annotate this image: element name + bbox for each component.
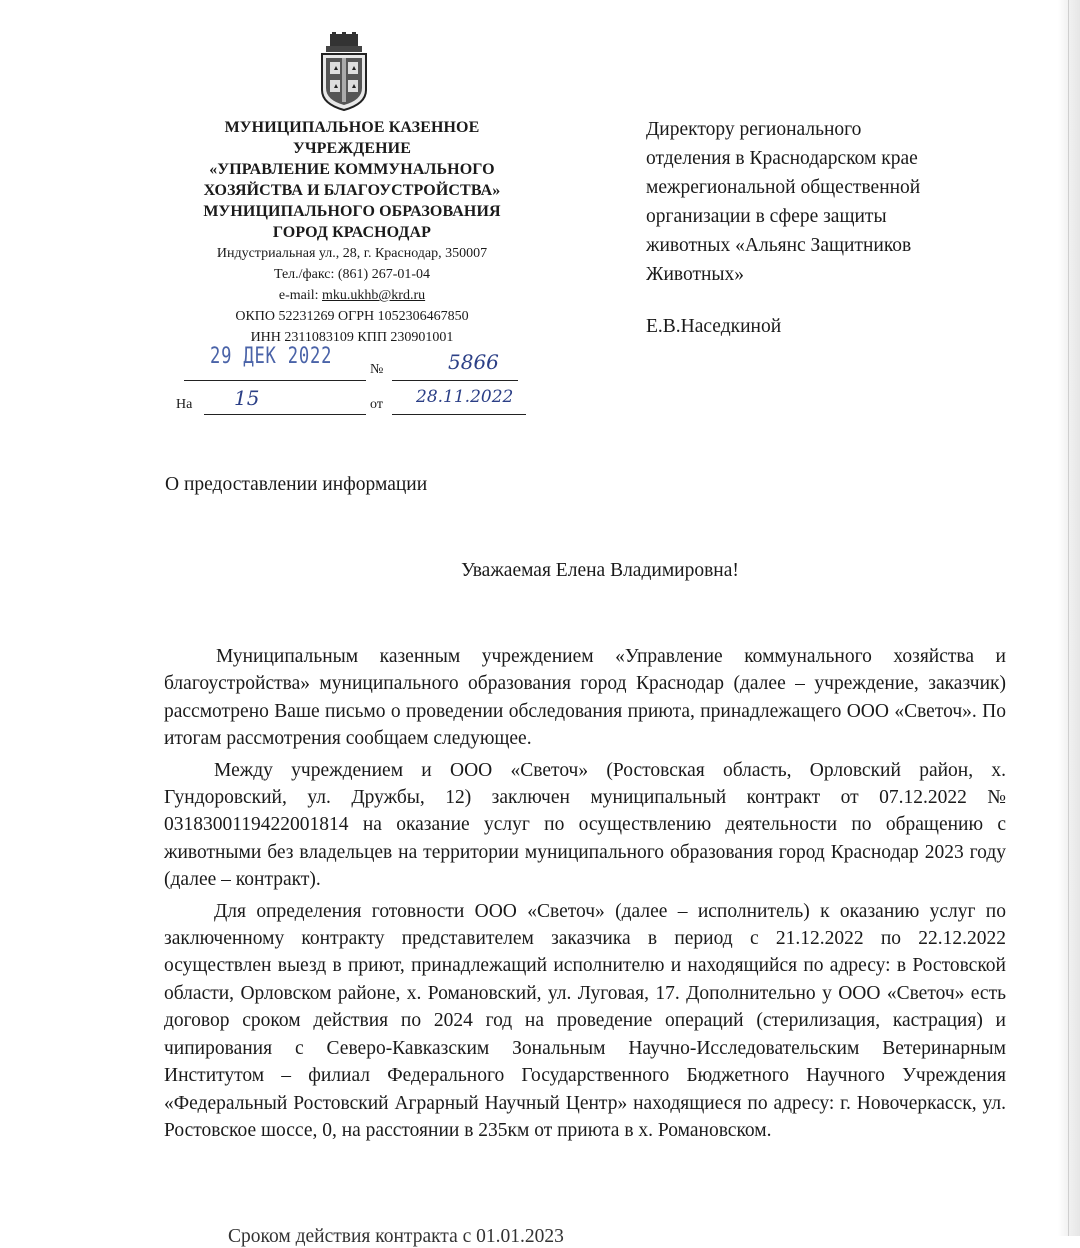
sender-line: МУНИЦИПАЛЬНОЕ КАЗЕННОЕ <box>224 119 480 136</box>
from-line <box>392 414 526 415</box>
addressee-line: межрегиональной общественной <box>646 177 921 198</box>
date-line <box>184 380 366 381</box>
letter-subject: О предоставлении информации <box>165 474 428 495</box>
sender-inn: ИНН 2311083109 КПП 230901001 <box>250 330 454 345</box>
sender-contacts <box>172 243 532 348</box>
sender-okpo: ОКПО 52231269 ОГРН 1052306467850 <box>235 309 469 324</box>
sender-phone: Тел./факс: (861) 267-01-04 <box>273 267 431 282</box>
from-label: от <box>370 397 383 412</box>
cut-off-line: Сроком действия контракта с 01.01.2023 <box>228 1226 564 1247</box>
coat-of-arms-icon <box>316 32 372 112</box>
email-label: e-mail: <box>278 288 323 303</box>
letter-body <box>164 643 1006 1148</box>
addressee-line: животных «Альянс Защитников <box>646 235 912 256</box>
addressee-line: Животных» <box>646 264 745 285</box>
outgoing-number: 5866 <box>448 350 499 374</box>
body-paragraph: Между учреждением и ООО «Светоч» (Ростовская область, Орловский район, х. Гундоровский, ул. Дружбы, 12) заключен муниципальный контракт от 07.12.2022 № 0318300119422001814 на оказание услуг по осуществлению деятельности по обращению с животными без владельцев на территории муниципального образования город Краснодар 2023 году (далее – контракт). <box>164 759 1006 891</box>
reference-line <box>204 414 366 415</box>
sender-line: ГОРОД КРАСНОДАР <box>272 224 432 241</box>
body-paragraph: Для определения готовности ООО «Светоч» (далее – исполнитель) к оказанию услуг по заключенному контракту представителем заказчика в период с 21.12.2022 по 22.12.2022 осуществлен выезд в приют, принадлежащий исполнителю и находящийся по адресу: в Ростовской области, Орловском районе, х. Романовский, ул. Луговая, 17. Дополнительно у ООО «Светоч» есть договор сроком действия по 2024 год на проведение операций (стерилизация, кастрация) и чипирования с Северо-Кавказским Зональным Научно-Исследовательским Ветеринарным Институтом – филиал Федерального Государственного Бюджетного Научного Учреждения «Федеральный Ростовский Аграрный Научный Центр» находящиеся по адресу: г. Новочеркасск, ул. Ростовское шоссе, 0, на расстоянии в 235км от приюта в х. Романовском. <box>164 900 1006 1141</box>
letter-greeting: Уважаемая Елена Владимировна! <box>461 560 739 581</box>
sender-line: «УПРАВЛЕНИЕ КОММУНАЛЬНОГО <box>209 161 495 178</box>
page-edge <box>1058 0 1080 1236</box>
reference-row <box>176 386 536 418</box>
sender-line: ХОЗЯЙСТВА И БЛАГОУСТРОЙСТВА» <box>203 182 501 199</box>
addressee-line: Директору регионального <box>646 119 862 140</box>
addressee-line: отделения в Краснодарском крае <box>646 148 918 169</box>
registration-row <box>184 344 524 384</box>
number-line <box>392 380 518 381</box>
email-link[interactable]: mku.ukhb@krd.ru <box>322 288 426 303</box>
sender-block <box>172 117 532 243</box>
addressee-block <box>646 115 1046 289</box>
addressee-line: организации в сфере защиты <box>646 206 887 227</box>
number-label: № <box>370 362 384 377</box>
sender-address: Индустриальная ул., 28, г. Краснодар, 350007 <box>216 246 488 261</box>
sender-line: УЧРЕЖДЕНИЕ <box>293 140 411 157</box>
reference-date: 28.11.2022 <box>416 387 514 407</box>
sender-email-row <box>172 285 532 306</box>
body-paragraph: Муниципальным казенным учреждением «Управление коммунального хозяйства и благоустройства» муниципального образования город Краснодар (далее – учреждение, заказчик) рассмотрено Ваше письмо о проведении обследования приюта, принадлежащего ООО «Светоч». По итогам рассмотрения сообщаем следующее. <box>164 646 1006 750</box>
reference-number: 15 <box>234 386 260 410</box>
addressee-name: Е.В.Наседкиной <box>646 316 782 337</box>
date-stamp: 29 ДЕК 2022 <box>210 344 333 369</box>
sender-line: МУНИЦИПАЛЬНОГО ОБРАЗОВАНИЯ <box>203 203 501 220</box>
reference-label: На <box>176 397 193 412</box>
